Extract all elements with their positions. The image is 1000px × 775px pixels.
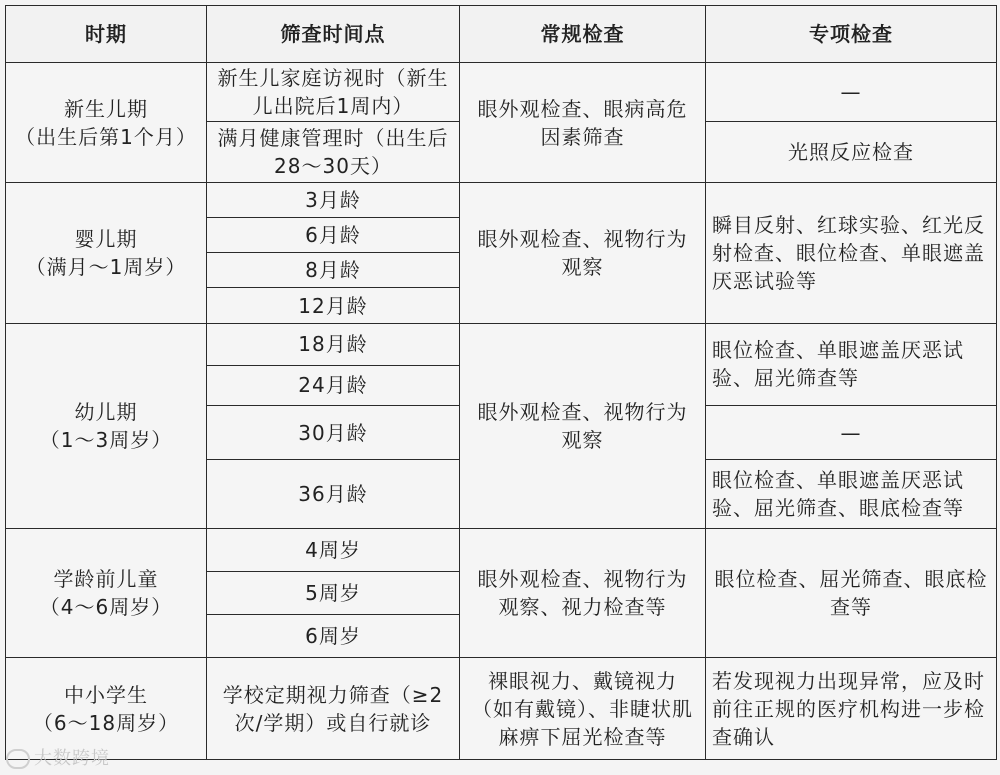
time-cell: 24月龄 [207, 365, 460, 405]
special-cell: 眼位检查、单眼遮盖厌恶试验、屈光筛查等 [706, 323, 997, 405]
table-row [6, 658, 997, 760]
time-cell: 18月龄 [207, 323, 460, 365]
time-cell: 4周岁 [207, 528, 460, 571]
watermark-text: 大数跨境 [34, 748, 110, 769]
routine-cell: 眼外观检查、视物行为观察 [460, 182, 706, 323]
period-cell [6, 528, 207, 658]
table-row [6, 63, 997, 121]
table-row [6, 528, 997, 571]
special-cell: 光照反应检查 [706, 121, 997, 182]
period-text: 新生儿期 （出生后第1个月） [15, 96, 197, 149]
routine-cell: 眼外观检查、视物行为观察、视力检查等 [460, 528, 706, 658]
time-cell: 5周岁 [207, 571, 460, 614]
watermark-logo-icon [6, 749, 30, 769]
time-cell: 12月龄 [207, 288, 460, 323]
time-cell: 36月龄 [207, 460, 460, 528]
header-routine-exam: 常规检查 [460, 6, 706, 63]
header-row [6, 6, 997, 63]
eye-screening-table [5, 5, 997, 760]
routine-cell: 眼外观检查、眼病高危因素筛查 [460, 63, 706, 183]
table-row [6, 182, 997, 217]
time-cell: 30月龄 [207, 406, 460, 460]
special-cell: 眼位检查、单眼遮盖厌恶试验、屈光筛查、眼底检查等 [706, 460, 997, 528]
time-cell: 学校定期视力筛查（≥2次/学期）或自行就诊 [207, 658, 460, 760]
special-cell: — [706, 63, 997, 121]
period-cell [6, 323, 207, 528]
special-cell: 若发现视力出现异常，应及时前往正规的医疗机构进一步检查确认 [706, 658, 997, 760]
routine-cell: 眼外观检查、视物行为观察 [460, 323, 706, 528]
special-cell: — [706, 406, 997, 460]
period-text: 学龄前儿童 （4～6周岁） [39, 566, 173, 619]
time-cell: 6周岁 [207, 615, 460, 658]
period-text: 婴儿期 （满月～1周岁） [25, 226, 187, 279]
special-cell: 瞬目反射、红球实验、红光反射检查、眼位检查、单眼遮盖厌恶试验等 [706, 182, 997, 323]
header-screening-time: 筛查时间点 [207, 6, 460, 63]
time-cell: 3月龄 [207, 182, 460, 217]
time-cell: 6月龄 [207, 218, 460, 253]
watermark [6, 744, 110, 770]
header-special-exam: 专项检查 [706, 6, 997, 63]
time-cell: 新生儿家庭访视时（新生儿出院后1周内） [207, 63, 460, 121]
special-cell: 眼位检查、屈光筛查、眼底检查等 [706, 528, 997, 658]
period-text: 幼儿期 （1～3周岁） [39, 399, 173, 452]
header-period: 时期 [6, 6, 207, 63]
time-cell: 满月健康管理时（出生后28～30天） [207, 121, 460, 182]
routine-cell: 裸眼视力、戴镜视力（如有戴镜）、非睫状肌麻痹下屈光检查等 [460, 658, 706, 760]
time-cell: 8月龄 [207, 253, 460, 288]
period-text: 中小学生 （6～18周岁） [32, 682, 180, 735]
period-cell [6, 182, 207, 323]
table-row [6, 323, 997, 365]
period-cell [6, 63, 207, 183]
